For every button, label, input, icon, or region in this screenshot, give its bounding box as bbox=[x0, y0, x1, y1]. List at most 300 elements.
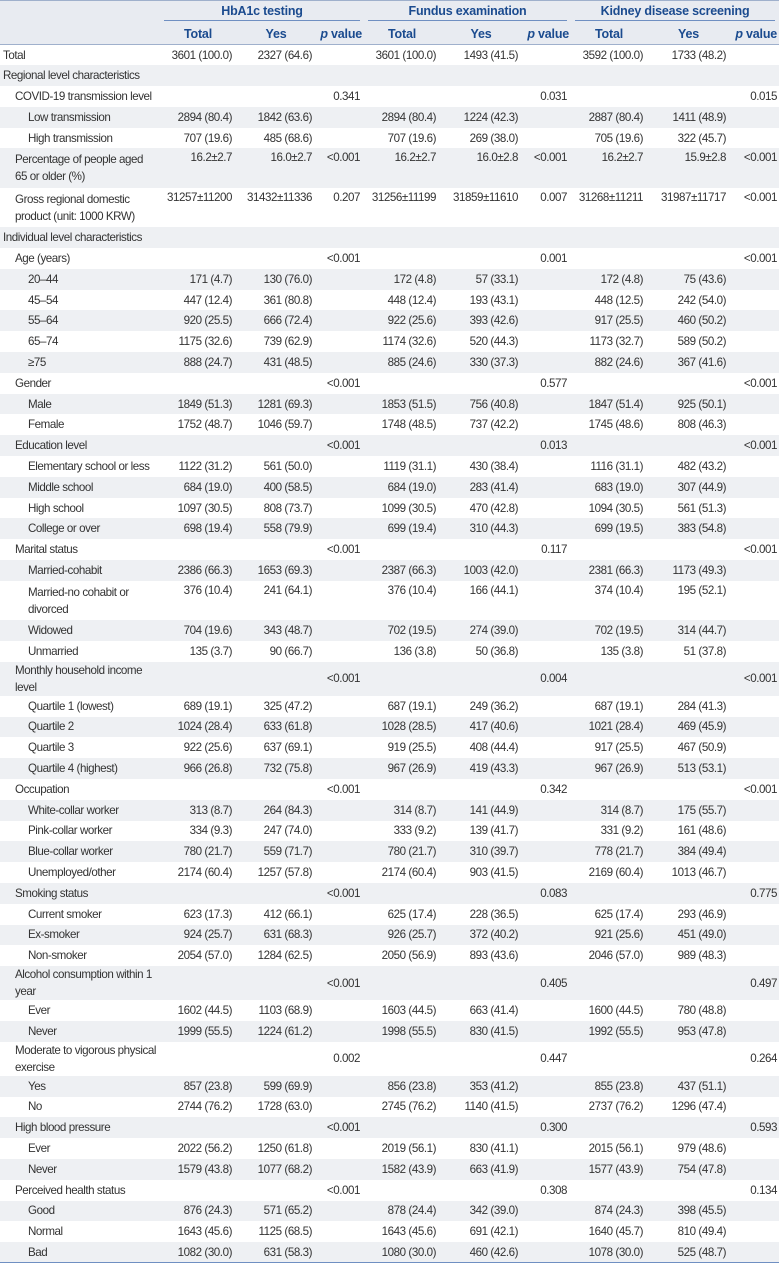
cell-p-value bbox=[730, 310, 779, 331]
cell-total: 707 (19.6) bbox=[183, 131, 232, 145]
cell-p-value bbox=[730, 696, 779, 717]
cell-p-value bbox=[730, 717, 779, 738]
cell-yes: 51 (37.8) bbox=[683, 644, 727, 658]
cell-total bbox=[364, 662, 440, 696]
cell-yes: 808 (73.7) bbox=[263, 501, 312, 515]
cell-total bbox=[160, 1042, 236, 1076]
cell-total: 1992 (55.5) bbox=[588, 1024, 644, 1038]
table-row bbox=[0, 1159, 779, 1180]
cell-total: 702 (19.5) bbox=[387, 624, 437, 638]
cell-yes: 1103 (68.9) bbox=[258, 1004, 312, 1018]
cell-total: 172 (4.8) bbox=[600, 272, 644, 286]
cell-p-value bbox=[730, 1076, 779, 1097]
cell-p-value: 0.134 bbox=[750, 1183, 778, 1197]
group-header-hba1c bbox=[160, 1, 364, 25]
p-italic: p bbox=[527, 27, 535, 41]
cell-total: 885 (24.6) bbox=[387, 355, 437, 369]
cell-total: 888 (24.7) bbox=[183, 355, 232, 369]
cell-p-value bbox=[522, 841, 571, 862]
cell-yes: 810 (49.4) bbox=[677, 1225, 727, 1239]
cell-p-value bbox=[522, 414, 571, 435]
category-label: Unmarried bbox=[28, 644, 79, 658]
cell-total: 924 (25.7) bbox=[183, 928, 232, 942]
cell-yes: 808 (46.3) bbox=[677, 418, 727, 432]
table-row bbox=[0, 248, 779, 269]
cell-p-value bbox=[316, 641, 364, 662]
cell-yes: 31859±11610 bbox=[452, 190, 519, 204]
cell-p-value bbox=[730, 1000, 779, 1021]
cell-yes: 228 (36.5) bbox=[469, 907, 519, 921]
cell-yes: 925 (50.1) bbox=[677, 397, 727, 411]
cell-p-value bbox=[522, 310, 571, 331]
category-label: Female bbox=[28, 418, 64, 432]
category-label: Ever bbox=[28, 1004, 51, 1018]
cell-total bbox=[160, 86, 236, 107]
cell-yes: 241 (64.1) bbox=[263, 583, 312, 597]
cell-p-value bbox=[316, 107, 364, 128]
section-label: Individual level characteristics bbox=[3, 231, 142, 245]
cell-total: 1094 (30.5) bbox=[588, 501, 644, 515]
table-row bbox=[0, 435, 779, 456]
cell-p-value: 0.577 bbox=[540, 376, 568, 390]
cell-total: 689 (19.1) bbox=[183, 699, 232, 713]
cell-yes: 666 (72.4) bbox=[263, 314, 312, 328]
table-row bbox=[0, 65, 779, 86]
table-row bbox=[0, 1076, 779, 1097]
cell-total: 1097 (30.5) bbox=[177, 501, 232, 515]
cell-p-value: <0.001 bbox=[326, 782, 361, 796]
cell-p-value: <0.001 bbox=[326, 251, 361, 265]
cell-total: 1175 (32.6) bbox=[178, 335, 232, 349]
p-italic: p bbox=[320, 27, 328, 41]
table-row bbox=[0, 269, 779, 290]
cell-total: 922 (25.6) bbox=[387, 314, 437, 328]
cell-total: 687 (19.1) bbox=[594, 699, 644, 713]
table-row bbox=[0, 86, 779, 107]
cell-p-value bbox=[316, 862, 364, 883]
cell-total: 2050 (56.9) bbox=[381, 949, 437, 963]
cell-p-value bbox=[522, 45, 571, 66]
cell-total: 1021 (28.4) bbox=[588, 720, 644, 734]
cell-yes: 558 (79.9) bbox=[263, 522, 312, 536]
cell-yes: 361 (80.8) bbox=[263, 293, 312, 307]
cell-total: 2381 (66.3) bbox=[588, 563, 644, 577]
cell-yes: 412 (66.1) bbox=[263, 907, 312, 921]
cell-yes: 264 (84.3) bbox=[263, 803, 312, 817]
table-row bbox=[0, 352, 779, 373]
category-label: Blue-collar worker bbox=[28, 845, 113, 859]
cell-yes bbox=[236, 1117, 316, 1138]
cell-p-value bbox=[316, 227, 364, 248]
cell-total: 1122 (31.2) bbox=[178, 459, 232, 473]
category-label: Elementary school or less bbox=[28, 459, 150, 473]
cell-yes bbox=[647, 435, 730, 456]
cell-total bbox=[160, 539, 236, 560]
cell-total: 876 (24.3) bbox=[183, 1204, 232, 1218]
cell-p-value bbox=[522, 925, 571, 946]
cell-p-value bbox=[730, 1021, 779, 1042]
cell-p-value: 0.342 bbox=[540, 782, 568, 796]
variable-label: COVID-19 transmission level bbox=[15, 89, 152, 103]
header-blank bbox=[0, 1, 160, 25]
cell-yes: 31987±11717 bbox=[660, 190, 727, 204]
cell-yes: 293 (46.9) bbox=[677, 907, 727, 921]
cell-yes: 513 (53.1) bbox=[677, 762, 727, 776]
cell-total: 2015 (56.1) bbox=[588, 1142, 644, 1156]
category-label: Unemployed/other bbox=[28, 866, 116, 880]
cell-yes bbox=[647, 1117, 730, 1138]
group-title: HbA1c testing bbox=[164, 4, 360, 21]
category-label: 65–74 bbox=[28, 335, 58, 349]
cell-yes: 561 (50.0) bbox=[263, 459, 312, 473]
cell-p-value bbox=[316, 456, 364, 477]
cell-yes bbox=[647, 86, 730, 107]
cell-yes bbox=[440, 1180, 522, 1201]
table-row bbox=[0, 862, 779, 883]
cell-p-value bbox=[730, 456, 779, 477]
group-title: Fundus examination bbox=[368, 4, 567, 21]
category-label: Ex-smoker bbox=[28, 928, 80, 942]
cell-total: 2737 (76.2) bbox=[588, 1100, 644, 1114]
cell-yes: 520 (44.3) bbox=[469, 335, 519, 349]
cell-yes: 467 (50.9) bbox=[677, 741, 727, 755]
cell-p-value bbox=[730, 128, 779, 149]
cell-total: 699 (19.4) bbox=[387, 522, 437, 536]
cell-total bbox=[571, 1042, 647, 1076]
cell-p-value bbox=[316, 620, 364, 641]
cell-p-value bbox=[522, 1021, 571, 1042]
cell-yes bbox=[440, 883, 522, 904]
cell-total: 921 (25.6) bbox=[594, 928, 644, 942]
cell-p-value: <0.001 bbox=[743, 376, 778, 390]
variable-label: Gross regional domestic product (unit: 1000 KRW) bbox=[15, 192, 135, 223]
cell-yes: 691 (42.1) bbox=[469, 1225, 519, 1239]
cell-p-value bbox=[522, 641, 571, 662]
category-label: Bad bbox=[28, 1245, 48, 1259]
cell-total: 2174 (60.4) bbox=[381, 866, 437, 880]
cell-yes: 283 (41.4) bbox=[469, 480, 519, 494]
cell-p-value bbox=[316, 821, 364, 842]
cell-yes bbox=[236, 539, 316, 560]
cell-total: 967 (26.9) bbox=[387, 762, 437, 776]
category-label: 55–64 bbox=[28, 314, 58, 328]
cell-total: 334 (9.3) bbox=[189, 824, 232, 838]
cell-yes bbox=[647, 779, 730, 800]
cell-yes: 571 (65.2) bbox=[263, 1204, 312, 1218]
cell-total bbox=[160, 883, 236, 904]
cell-p-value bbox=[522, 1138, 571, 1159]
cell-yes: 1733 (48.2) bbox=[671, 48, 727, 62]
cell-p-value: <0.001 bbox=[743, 672, 778, 686]
cell-total bbox=[571, 248, 647, 269]
cell-total bbox=[364, 779, 440, 800]
cell-total: 314 (8.7) bbox=[600, 803, 644, 817]
cell-yes: 1284 (62.5) bbox=[257, 949, 312, 963]
cell-p-value bbox=[522, 227, 571, 248]
cell-yes: 482 (43.2) bbox=[677, 459, 727, 473]
cell-total bbox=[571, 1117, 647, 1138]
cell-p-value bbox=[730, 841, 779, 862]
table-row bbox=[0, 662, 779, 696]
cell-yes: 1077 (68.2) bbox=[257, 1162, 312, 1176]
cell-yes: 1493 (41.5) bbox=[463, 48, 519, 62]
cell-yes: 637 (69.1) bbox=[263, 741, 312, 755]
p-value-label: value bbox=[327, 27, 363, 41]
cell-p-value bbox=[730, 641, 779, 662]
cell-total bbox=[160, 227, 236, 248]
table-body bbox=[0, 45, 779, 1263]
column-header-yes: Yes bbox=[440, 24, 522, 45]
variable-label: Marital status bbox=[15, 543, 78, 557]
cell-p-value bbox=[522, 904, 571, 925]
variable-label: High blood pressure bbox=[15, 1121, 111, 1135]
cell-yes: 1250 (61.8) bbox=[257, 1142, 312, 1156]
cell-total: 331 (9.2) bbox=[600, 824, 644, 838]
column-header-yes: Yes bbox=[236, 24, 316, 45]
cell-total: 2745 (76.2) bbox=[381, 1100, 437, 1114]
column-header-total: Total bbox=[364, 24, 440, 45]
cell-p-value: 0.497 bbox=[750, 976, 778, 990]
cell-p-value bbox=[522, 456, 571, 477]
cell-p-value bbox=[730, 1221, 779, 1242]
cell-total bbox=[364, 539, 440, 560]
cell-total: 687 (19.1) bbox=[387, 699, 437, 713]
cell-total: 625 (17.4) bbox=[594, 907, 644, 921]
cell-p-value bbox=[316, 758, 364, 779]
cell-yes: 195 (52.1) bbox=[677, 583, 727, 597]
cell-total: 857 (23.8) bbox=[183, 1079, 232, 1093]
cell-p-value bbox=[730, 737, 779, 758]
cell-total bbox=[571, 883, 647, 904]
cell-total bbox=[160, 779, 236, 800]
cell-yes: 249 (36.2) bbox=[469, 699, 519, 713]
cell-yes: 57 (33.1) bbox=[475, 272, 519, 286]
category-label: Current smoker bbox=[28, 907, 102, 921]
cell-yes: 166 (44.1) bbox=[469, 583, 519, 597]
cell-yes: 50 (36.8) bbox=[475, 644, 519, 658]
cell-yes: 631 (68.3) bbox=[263, 928, 312, 942]
cell-p-value bbox=[316, 696, 364, 717]
cell-total: 1082 (30.0) bbox=[177, 1245, 232, 1259]
table-row bbox=[0, 107, 779, 128]
cell-yes bbox=[440, 1117, 522, 1138]
column-header-total: Total bbox=[160, 24, 236, 45]
cell-total: 683 (19.0) bbox=[594, 480, 644, 494]
cell-p-value bbox=[522, 498, 571, 519]
cell-total: 1847 (51.4) bbox=[588, 397, 644, 411]
category-label: Quartile 4 (highest) bbox=[28, 762, 118, 776]
cell-p-value bbox=[730, 1242, 779, 1263]
cell-yes: 393 (42.6) bbox=[469, 314, 519, 328]
cell-yes bbox=[647, 65, 730, 86]
cell-yes: 460 (42.6) bbox=[469, 1245, 519, 1259]
cell-total: 1582 (43.9) bbox=[381, 1162, 437, 1176]
cell-total: 684 (19.0) bbox=[183, 480, 232, 494]
cell-total: 623 (17.3) bbox=[183, 907, 232, 921]
cell-total: 172 (4.8) bbox=[393, 272, 437, 286]
cell-yes: 325 (47.2) bbox=[263, 699, 312, 713]
cell-p-value: 0.341 bbox=[333, 89, 361, 103]
cell-total bbox=[160, 1180, 236, 1201]
cell-yes: 31432±11336 bbox=[246, 190, 312, 204]
cell-p-value bbox=[316, 1000, 364, 1021]
column-header-p-value bbox=[316, 24, 364, 45]
cell-yes bbox=[440, 248, 522, 269]
table-row bbox=[0, 227, 779, 248]
cell-p-value bbox=[316, 560, 364, 581]
cell-total: 2387 (66.3) bbox=[381, 563, 437, 577]
cell-total: 1174 (32.6) bbox=[382, 335, 437, 349]
cell-yes bbox=[236, 248, 316, 269]
cell-yes: 90 (66.7) bbox=[269, 644, 312, 658]
cell-yes bbox=[236, 65, 316, 86]
table-row bbox=[0, 1242, 779, 1263]
cell-p-value bbox=[730, 925, 779, 946]
cell-p-value: 0.300 bbox=[540, 1121, 568, 1135]
cell-total: 3601 (100.0) bbox=[375, 48, 437, 62]
group-header-fundus bbox=[364, 1, 571, 25]
section-label: Regional level characteristics bbox=[3, 69, 140, 83]
cell-total: 966 (26.8) bbox=[183, 762, 232, 776]
cell-yes: 1140 (41.5) bbox=[464, 1100, 519, 1114]
cell-yes bbox=[440, 86, 522, 107]
cell-p-value bbox=[730, 414, 779, 435]
subheader-row bbox=[0, 24, 779, 45]
cell-p-value bbox=[730, 862, 779, 883]
cell-total: 704 (19.6) bbox=[183, 624, 232, 638]
cell-total: 1752 (48.7) bbox=[177, 418, 232, 432]
cell-p-value bbox=[730, 904, 779, 925]
cell-total: 1603 (44.5) bbox=[381, 1004, 437, 1018]
cell-p-value: 0.031 bbox=[540, 89, 568, 103]
category-label: Quartile 2 bbox=[28, 720, 74, 734]
cell-total: 2887 (80.4) bbox=[588, 110, 644, 124]
cell-total: 3592 (100.0) bbox=[582, 48, 644, 62]
cell-p-value bbox=[316, 717, 364, 738]
table-row bbox=[0, 331, 779, 352]
cell-yes: 460 (50.2) bbox=[677, 314, 727, 328]
column-header-total: Total bbox=[571, 24, 647, 45]
cell-yes: 314 (44.7) bbox=[677, 624, 727, 638]
cell-yes: 561 (51.3) bbox=[677, 501, 727, 515]
cell-yes: 1125 (68.5) bbox=[258, 1225, 312, 1239]
cell-p-value: 0.015 bbox=[750, 89, 778, 103]
cell-yes bbox=[647, 1180, 730, 1201]
table-row bbox=[0, 800, 779, 821]
cell-yes: 322 (45.7) bbox=[677, 131, 727, 145]
cell-p-value bbox=[316, 498, 364, 519]
cell-total: 16.2±2.7 bbox=[190, 151, 232, 165]
cell-yes: 343 (48.7) bbox=[263, 624, 312, 638]
cell-p-value: <0.001 bbox=[743, 190, 778, 204]
cell-total: 2894 (80.4) bbox=[381, 110, 437, 124]
cell-total: 16.2±2.7 bbox=[601, 151, 644, 165]
cell-p-value bbox=[730, 498, 779, 519]
cell-p-value bbox=[522, 581, 571, 620]
cell-total: 1078 (30.0) bbox=[588, 1245, 644, 1259]
cell-yes: 589 (50.2) bbox=[677, 335, 727, 349]
category-label: Yes bbox=[28, 1079, 46, 1093]
cell-total bbox=[364, 248, 440, 269]
cell-p-value bbox=[316, 128, 364, 149]
cell-yes: 525 (48.7) bbox=[677, 1245, 727, 1259]
cell-yes: 269 (38.0) bbox=[469, 131, 519, 145]
cell-p-value: 0.593 bbox=[750, 1121, 778, 1135]
category-label: Quartile 1 (lowest) bbox=[28, 699, 114, 713]
cell-p-value bbox=[522, 1221, 571, 1242]
category-label: No bbox=[28, 1100, 42, 1114]
cell-total: 855 (23.8) bbox=[594, 1079, 644, 1093]
cell-p-value bbox=[730, 800, 779, 821]
category-label: Never bbox=[28, 1024, 57, 1038]
cell-total: 1745 (48.6) bbox=[588, 418, 644, 432]
cell-p-value bbox=[522, 1000, 571, 1021]
cell-p-value bbox=[730, 269, 779, 290]
cell-p-value: <0.001 bbox=[743, 543, 778, 557]
cell-total bbox=[364, 65, 440, 86]
cell-total: 1116 (31.1) bbox=[590, 459, 644, 473]
cell-total: 1577 (43.9) bbox=[588, 1162, 644, 1176]
cell-yes: 470 (42.8) bbox=[469, 501, 519, 515]
cell-yes: 417 (40.6) bbox=[469, 720, 519, 734]
header-blank bbox=[0, 24, 160, 45]
cell-p-value bbox=[316, 925, 364, 946]
table-row bbox=[0, 1097, 779, 1118]
cell-yes: 1046 (59.7) bbox=[257, 418, 312, 432]
cell-total: 1640 (45.7) bbox=[588, 1225, 644, 1239]
cell-yes bbox=[236, 435, 316, 456]
cell-yes: 1257 (57.8) bbox=[257, 866, 312, 880]
cell-yes: 1173 (49.3) bbox=[672, 563, 727, 577]
cell-p-value bbox=[316, 904, 364, 925]
cell-total: 447 (12.4) bbox=[183, 293, 232, 307]
cell-total bbox=[571, 662, 647, 696]
cell-total: 2022 (56.2) bbox=[177, 1142, 232, 1156]
cell-p-value bbox=[730, 352, 779, 373]
table-row bbox=[0, 148, 779, 187]
cell-total: 3601 (100.0) bbox=[171, 48, 232, 62]
table-row bbox=[0, 1138, 779, 1159]
cell-total: 1643 (45.6) bbox=[381, 1225, 437, 1239]
cell-p-value bbox=[730, 560, 779, 581]
cell-total: 1999 (55.5) bbox=[177, 1024, 232, 1038]
category-label: College or over bbox=[28, 522, 100, 536]
cell-p-value bbox=[316, 945, 364, 966]
cell-p-value bbox=[522, 269, 571, 290]
cell-p-value bbox=[316, 45, 364, 66]
cell-total: 2169 (60.4) bbox=[588, 866, 644, 880]
cell-p-value bbox=[316, 310, 364, 331]
cell-total bbox=[571, 1180, 647, 1201]
cell-p-value: <0.001 bbox=[326, 886, 361, 900]
cell-p-value bbox=[730, 227, 779, 248]
cell-total bbox=[571, 86, 647, 107]
cell-yes: 739 (62.9) bbox=[263, 335, 312, 349]
cell-p-value bbox=[316, 1159, 364, 1180]
cell-yes: 756 (40.8) bbox=[469, 397, 519, 411]
table-row bbox=[0, 1201, 779, 1222]
variable-label: Moderate to vigorous physical exercise bbox=[15, 1043, 156, 1074]
cell-yes: 754 (47.8) bbox=[677, 1162, 727, 1176]
variable-label: Perceived health status bbox=[15, 1183, 126, 1197]
table-row bbox=[0, 1180, 779, 1201]
cell-p-value bbox=[522, 696, 571, 717]
cell-yes: 631 (58.3) bbox=[263, 1245, 312, 1259]
table-row bbox=[0, 1117, 779, 1138]
table-row bbox=[0, 188, 779, 227]
cell-yes bbox=[647, 227, 730, 248]
cell-yes: 633 (61.8) bbox=[263, 720, 312, 734]
